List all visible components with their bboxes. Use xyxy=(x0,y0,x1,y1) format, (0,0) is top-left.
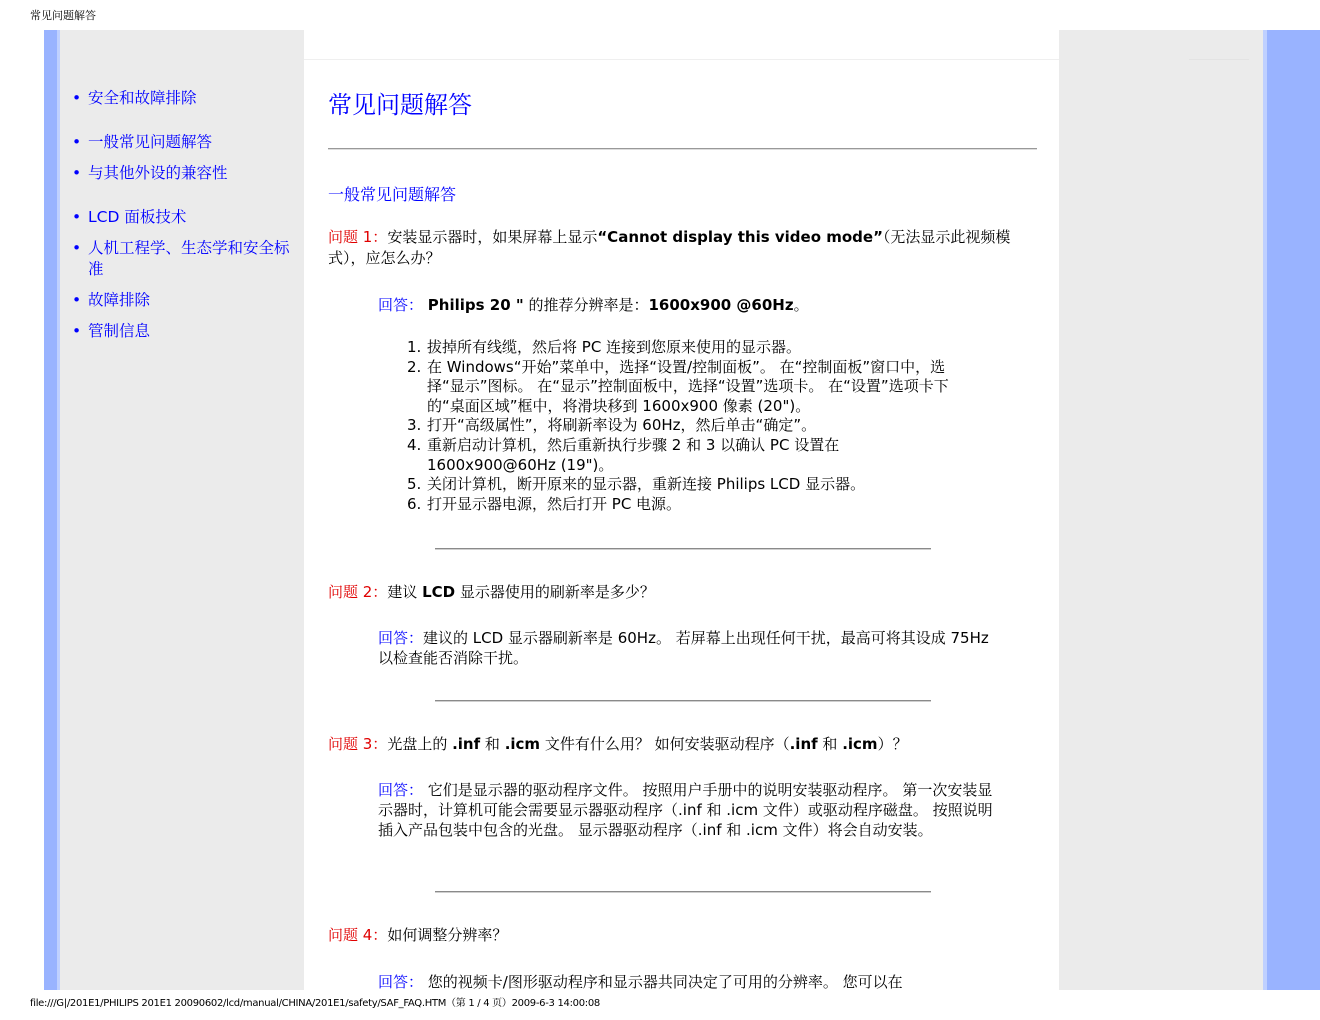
question-text: 光盘上的 xyxy=(387,735,453,753)
left-edge-bar xyxy=(44,30,57,990)
answer-1 xyxy=(378,295,993,315)
answer-emphasis: 1600x900 @60Hz xyxy=(648,296,794,314)
answer-label: 回答： xyxy=(378,973,428,990)
answer-4 xyxy=(378,972,993,990)
step-text: 打开显示器电源，然后打开 PC 电源。 xyxy=(427,494,682,513)
step-text: 关闭计算机，断开原来的显示器，重新连接 Philips LCD 显示器。 xyxy=(427,475,866,494)
question-label: 问题 2： xyxy=(328,583,388,601)
question-2 xyxy=(328,582,1028,603)
question-text: 显示器使用的刷新率是多少？ xyxy=(455,583,655,601)
step-number: 1. xyxy=(407,338,422,356)
step-text: 打开“高级属性”，将刷新率设为 60Hz，然后单击“确定”。 xyxy=(427,416,817,435)
page-title: 常见问题解答 xyxy=(328,91,472,119)
answer-3 xyxy=(378,780,993,840)
question-text: 如何调整分辨率？ xyxy=(387,926,508,944)
answer-text: 的推荐分辨率是： xyxy=(523,296,649,314)
question-text: 和 xyxy=(817,735,843,753)
sidebar-item-general-faq[interactable]: • 一般常见问题解答 xyxy=(72,132,302,153)
question-text: （无法显示此视频模式），应怎么办？ xyxy=(328,228,1011,267)
right-panel-divider xyxy=(1189,59,1249,60)
question-label: 问题 3： xyxy=(328,735,388,753)
section-subtitle: 一般常见问题解答 xyxy=(328,185,457,204)
faq-separator xyxy=(435,891,931,893)
step-item xyxy=(407,495,967,515)
question-emphasis: .icm xyxy=(504,735,541,753)
answer-text: 您的视频卡/图形驱动程序和显示器共同决定了可用的分辨率。 您可以在 xyxy=(427,973,903,990)
step-text: 在 Windows“开始”菜单中，选择“设置/控制面板”。 在“控制面板”窗口中，选择“显示”图标。 在“显示”控制面板中，选择“设置”选项卡。 在“设置”选项卡下的“桌面区域”框中，将滑块移到 1600x900 像素 (20")。 xyxy=(427,357,949,415)
answer-2 xyxy=(378,628,993,668)
print-footer: file:///G|/201E1/PHILIPS 201E1 20090602/lcd/manual/CHINA/201E1/safety/SAF_FAQ.HTM（第 1 / 4 页）2009-6-3 14:00:08 xyxy=(30,998,600,1009)
question-emphasis: “Cannot display this video mode” xyxy=(597,228,883,246)
step-item xyxy=(407,436,967,475)
step-number: 6. xyxy=(407,494,422,513)
step-number: 2. xyxy=(407,357,422,376)
answer-emphasis: Philips 20 " xyxy=(427,296,524,314)
question-label: 问题 1： xyxy=(328,228,388,246)
sidebar-item-ergonomics[interactable]: • 人机工程学、生态学和安全标准 xyxy=(72,238,302,280)
question-emphasis: LCD xyxy=(422,583,456,601)
answer-label: 回答： xyxy=(378,629,424,647)
question-emphasis: .inf xyxy=(452,735,481,753)
step-item xyxy=(407,338,967,358)
question-emphasis: .inf xyxy=(789,735,818,753)
answer-text: 它们是显示器的驱动程序文件。 按照用户手册中的说明安装驱动程序。 第一次安装显示器时，计算机可能会需要显示器驱动程序（.inf 和 .icm 文件）或驱动程序磁盘。 按照说明插入产品包装中包含的光盘。 显示器驱动程序（.inf 和 .icm 文件）将会自动安装。 xyxy=(378,781,993,839)
question-3 xyxy=(328,734,1028,755)
answer-text: 。 xyxy=(793,296,809,314)
question-text: 文件有什么用？ 如何安装驱动程序（ xyxy=(540,735,790,753)
faq-separator xyxy=(435,548,931,550)
faq-separator xyxy=(435,700,931,702)
answer-label: 回答： xyxy=(378,296,428,314)
step-item xyxy=(407,416,967,436)
step-text: 重新启动计算机，然后重新执行步骤 2 和 3 以确认 PC 设置在 1600x900@60Hz (19")。 xyxy=(427,435,840,474)
question-text: ）？ xyxy=(877,735,908,753)
sidebar-item-lcd-panel-tech[interactable]: • LCD 面板技术 xyxy=(72,207,302,228)
question-1 xyxy=(328,227,1028,269)
page-frame xyxy=(44,30,1320,990)
sidebar-item-regulatory[interactable]: • 管制信息 xyxy=(72,321,302,342)
title-divider xyxy=(328,148,1037,150)
step-number: 4. xyxy=(407,435,422,454)
question-text: 安装显示器时，如果屏幕上显示 xyxy=(387,228,598,246)
step-item xyxy=(407,358,967,417)
step-text: 拔掉所有线缆，然后将 PC 连接到您原来使用的显示器。 xyxy=(427,338,802,356)
answer-label: 回答： xyxy=(378,781,428,799)
step-number: 3. xyxy=(407,416,422,435)
sidebar-item-troubleshooting[interactable]: • 故障排除 xyxy=(72,290,302,311)
sidebar-item-compatibility[interactable]: • 与其他外设的兼容性 xyxy=(72,163,302,184)
question-text: 建议 xyxy=(387,583,423,601)
right-edge-bar xyxy=(1267,30,1320,990)
question-4 xyxy=(328,925,1028,946)
question-text: 和 xyxy=(480,735,505,753)
right-panel xyxy=(1059,30,1267,990)
print-header: 常见问题解答 xyxy=(30,9,96,22)
answer-1-steps xyxy=(407,338,967,514)
step-number: 5. xyxy=(407,475,422,494)
sidebar-nav xyxy=(72,88,302,342)
content-top-divider xyxy=(304,59,1059,60)
question-emphasis: .icm xyxy=(842,735,878,753)
sidebar-item-safety-troubleshooting[interactable]: • 安全和故障排除 xyxy=(72,88,302,109)
step-item xyxy=(407,475,967,495)
question-label: 问题 4： xyxy=(328,926,388,944)
answer-text: 建议的 LCD 显示器刷新率是 60Hz。 若屏幕上出现任何干扰，最高可将其设成 75Hz 以检查能否消除干扰。 xyxy=(378,629,989,667)
